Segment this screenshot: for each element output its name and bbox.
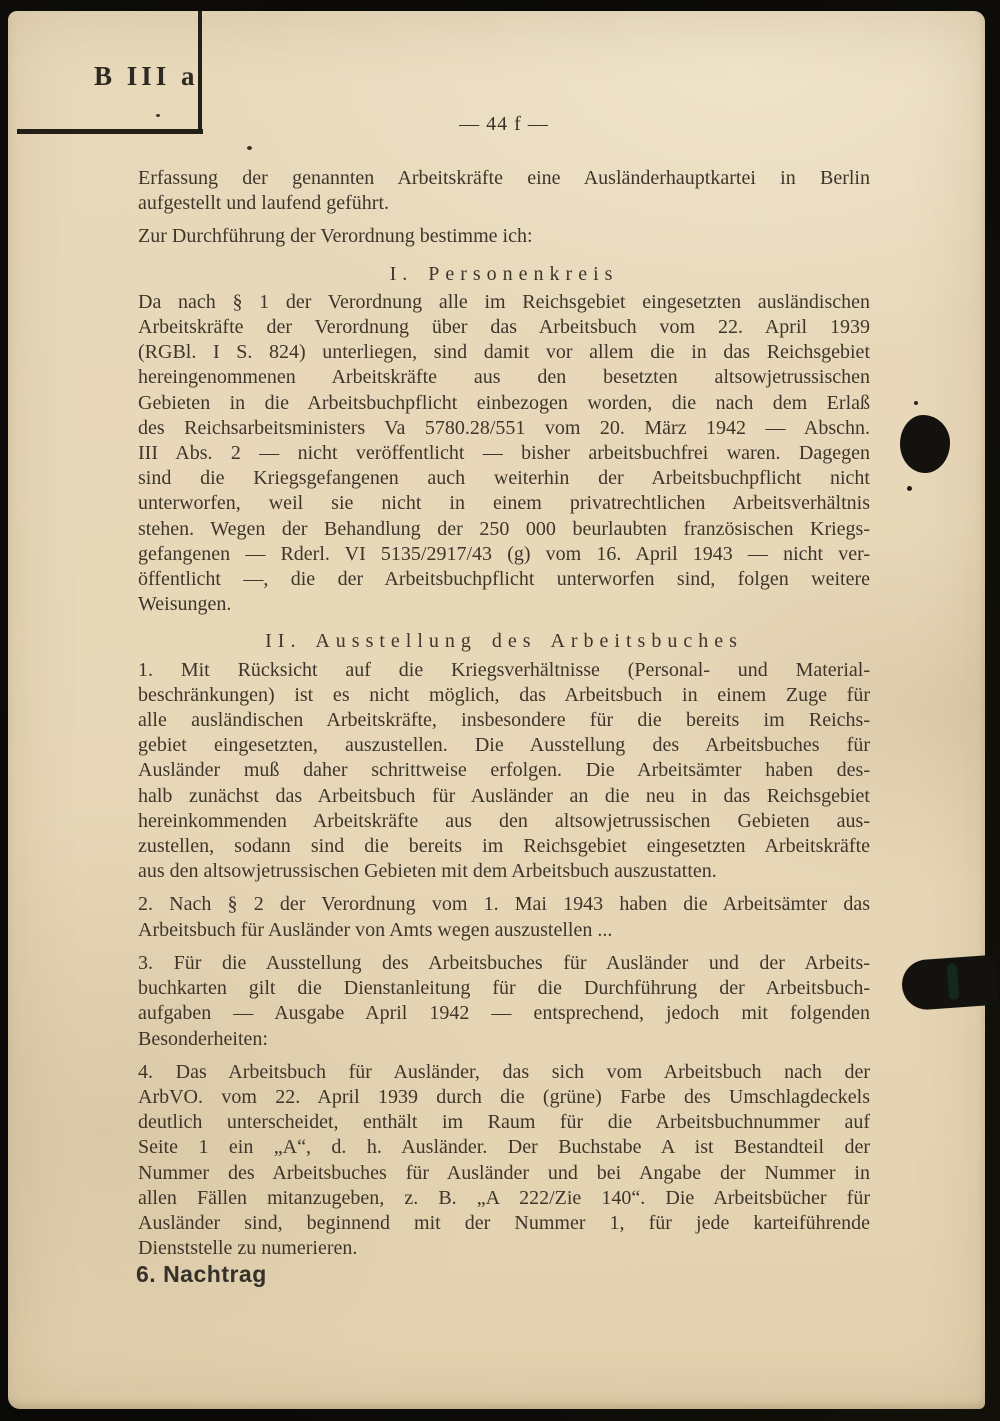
text-line: gebiet eingesetzten, auszustellen. Die Ausstellung des Arbeitsbuches für — [138, 734, 870, 757]
paragraph — [138, 892, 870, 942]
text-line: II. Ausstellung des Arbeitsbuches — [265, 630, 743, 653]
text-line: Ausländer muß daher schrittweise erfolgen. Die Arbeitsämter haben des- — [138, 759, 870, 782]
text-line: III Abs. 2 — nicht veröffentlicht — bisher arbeitsbuchfrei waren. Dagegen — [138, 442, 870, 465]
text-line: hereinkommenden Arbeitskräfte aus den altsowjetrussischen Gebieten aus- — [138, 809, 870, 832]
text-line: unterworfen, weil sie nicht in einem privatrechtlichen Arbeitsverhältnis — [138, 492, 870, 515]
paragraph — [138, 290, 870, 618]
text-line: Ausländer sind, beginnend mit der Nummer 1, für jede karteiführende — [138, 1211, 870, 1234]
text-line: stehen. Wegen der Behandlung der 250 000 beurlaubten französischen Kriegs- — [138, 517, 870, 540]
text-line: Dienststelle zu numerieren. — [138, 1237, 358, 1260]
text-line: hereingenommenen Arbeitskräfte aus den besetzten altsowjetrussischen — [138, 366, 870, 389]
text-line: sind die Kriegsgefangenen auch weiterhin der Arbeitsbuchpflicht nicht — [138, 467, 870, 490]
text-line: halb zunächst das Arbeitsbuch für Ausländer an die neu in das Reichsgebiet — [138, 784, 870, 807]
text-line: aufgestellt und laufend geführt. — [138, 192, 390, 215]
section-heading — [138, 262, 870, 287]
ink-blot — [900, 955, 998, 1012]
section-heading — [138, 629, 870, 654]
text-line: zustellen, sodann sind die bereits im Reichsgebiet eingesetzten Arbeitskräfte — [138, 835, 870, 858]
text-line: Weisungen. — [138, 593, 232, 616]
text-line: gefangenen — Rderl. VI 5135/2917/43 (g) vom 16. April 1943 — nicht ver- — [138, 542, 870, 565]
paragraph — [138, 224, 870, 249]
text-line: 4. Das Arbeitsbuch für Ausländer, das sich vom Arbeitsbuch nach der — [138, 1060, 870, 1083]
document-paper — [8, 11, 985, 1409]
text-line: beschränkungen) ist es nicht möglich, das Arbeitsbuch in einem Zuge für — [138, 683, 870, 706]
text-line: Besonderheiten: — [138, 1027, 268, 1050]
paper-speck — [907, 486, 912, 491]
text-line: Erfassung der genannten Arbeitskräfte eine Ausländerhauptkartei in Berlin — [138, 167, 870, 189]
text-line: Arbeitsbuch für Ausländer von Amts wegen auszustellen ... — [138, 918, 613, 941]
text-line: I. Personenkreis — [389, 262, 619, 285]
text-line: des Reichsarbeitsministers Va 5780.28/551 vom 20. März 1942 — Abschn. — [138, 416, 870, 439]
text-line: Arbeitskräfte der Verordnung über das Arbeitsbuch vom 22. April 1939 — [138, 316, 870, 339]
paper-speck — [156, 114, 160, 117]
text-column — [138, 166, 870, 1261]
ink-blot — [900, 415, 950, 473]
paragraph — [138, 1060, 870, 1262]
text-line: 3. Für die Ausstellung des Arbeitsbuches für Ausländer und der Arbeits- — [138, 951, 870, 974]
text-line: allen Fällen mitanzugeben, z. B. „A 222/Zie 140“. Die Arbeitsbücher für — [138, 1186, 870, 1209]
supplement-footer-label: 6. Nachtrag — [136, 1261, 267, 1287]
classification-label: B III a — [94, 61, 199, 91]
text-line: Zur Durchführung der Verordnung bestimme ich: — [138, 225, 533, 248]
text-line: 2. Nach § 2 der Verordnung vom 1. Mai 1943 haben die Arbeitsämter das — [138, 893, 870, 916]
paragraph — [138, 166, 870, 216]
text-line: Da nach § 1 der Verordnung alle im Reichsgebiet eingesetzten ausländischen — [138, 290, 870, 313]
text-line: 1. Mit Rücksicht auf die Kriegsverhältnisse (Personal- und Material- — [138, 658, 870, 681]
text-line: alle ausländischen Arbeitskräfte, insbesondere für die bereits im Reichs- — [138, 709, 870, 732]
paragraph — [138, 658, 870, 885]
text-line: aufgaben — Ausgabe April 1942 — entsprechend, jedoch mit folgenden — [138, 1002, 870, 1025]
paragraph — [138, 951, 870, 1052]
text-line: deutlich unterscheidet, enthält im Raum für die Arbeitsbuchnummer auf — [138, 1111, 870, 1134]
text-line: aus den altsowjetrussischen Gebieten mit dem Arbeitsbuch auszustatten. — [138, 860, 717, 883]
page-number: — 44 f — — [459, 113, 549, 135]
text-line: Nummer des Arbeitsbuches für Ausländer und bei Angabe der Nummer in — [138, 1161, 870, 1184]
text-line: (RGBl. I S. 824) unterliegen, sind damit vor allem die in das Reichsgebiet — [138, 341, 870, 364]
paper-speck — [247, 146, 252, 150]
text-line: buchkarten gilt die Dienstanleitung für die Durchführung der Arbeitsbuch- — [138, 977, 870, 1000]
text-line: Gebieten in die Arbeitsbuchpflicht einbezogen worden, die nach dem Erlaß — [138, 391, 870, 414]
paper-speck — [914, 401, 918, 405]
text-line: Seite 1 ein „A“, d. h. Ausländer. Der Buchstabe A ist Bestandteil der — [138, 1136, 870, 1159]
text-line: öffentlicht —, die der Arbeitsbuchpflicht unterworfen sind, folgen weitere — [138, 568, 870, 591]
text-line: ArbVO. vom 22. April 1939 durch die (grüne) Farbe des Umschlagdeckels — [138, 1085, 870, 1108]
